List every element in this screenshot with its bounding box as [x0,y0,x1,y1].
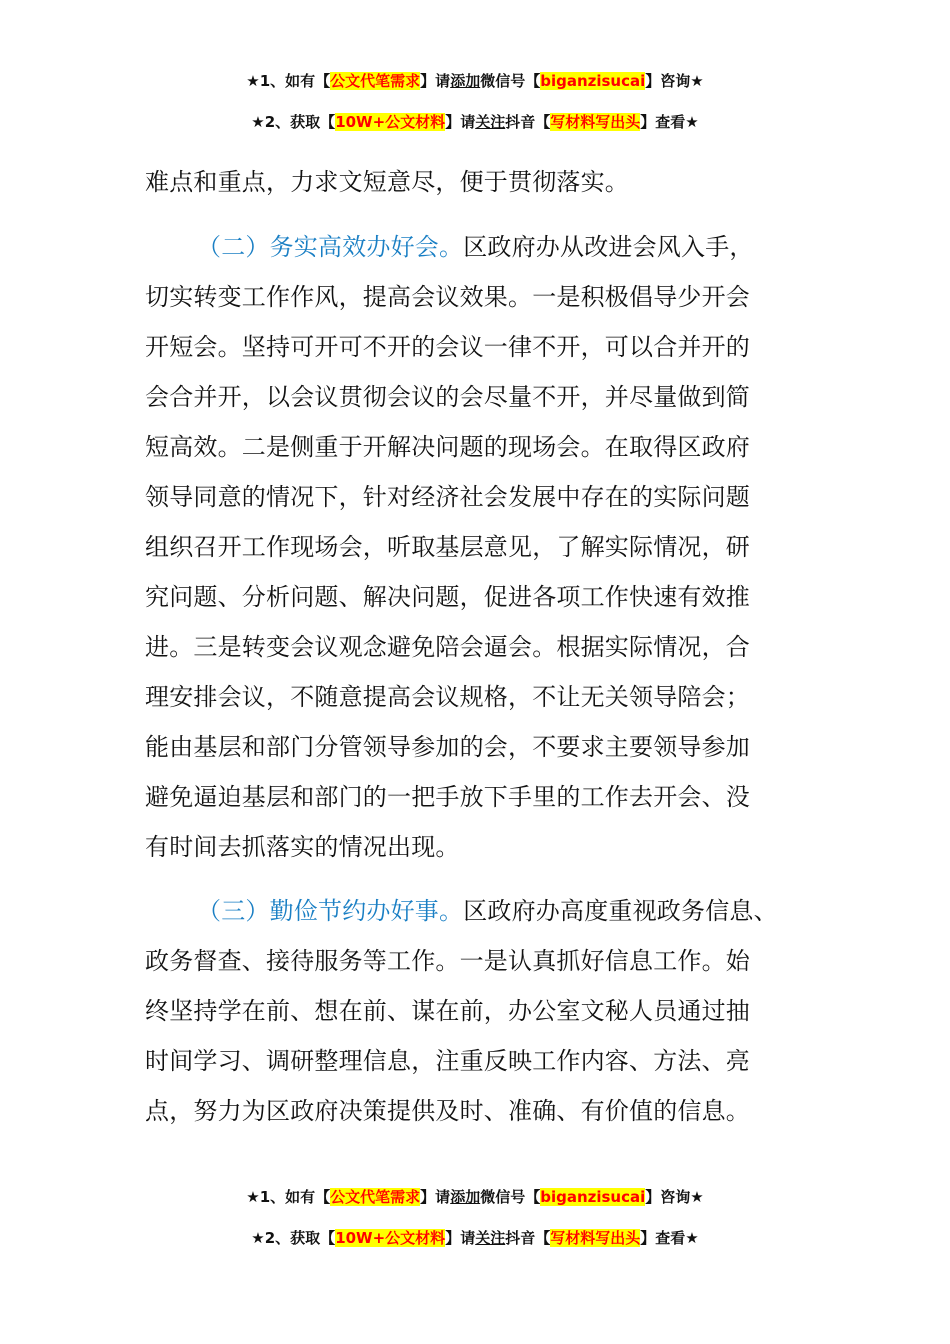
section-heading: （三）勤俭节约办好事。 [197,897,464,925]
banner-text: 】请 [420,72,451,90]
banner-underlined: 添加 [450,72,481,90]
body-line: 点，努力为区政府决策提供及时、准确、有价值的信息。 [145,1097,750,1125]
body-line: 难点和重点，力求文短意尽，便于贯彻落实。 [145,168,629,196]
section-three [145,886,810,1136]
section-heading: （二）务实高效办好会。 [197,233,464,261]
section-two [145,222,810,872]
banner-text: ★1、如有【 [246,72,331,90]
banner-text: 】查看★ [640,1229,699,1247]
banner-wechat-id: biganzisucai [540,1188,646,1206]
body-line: 能由基层和部门分管领导参加的会，不要求主要领导参加 [145,733,750,761]
banner-text: 抖音【 [505,113,551,131]
body-line: 开短会。坚持可开可不开的会议一律不开，可以合并开的 [145,333,750,361]
banner-text: ★2、获取【 [251,113,336,131]
header-banner-line-1 [0,70,950,92]
section-heading-line [145,886,810,936]
banner-text: 抖音【 [505,1229,551,1247]
banner-text: ★2、获取【 [251,1229,336,1247]
banner-underlined: 添加 [450,1188,481,1206]
footer-banner-line-1 [0,1186,950,1208]
banner-text: 微信号【 [480,1188,541,1206]
body-line: 终坚持学在前、想在前、谋在前，办公室文秘人员通过抽 [145,997,750,1025]
body-line: 理安排会议，不随意提高会议规格，不让无关领导陪会； [145,683,750,711]
banner-douyin-id: 写材料写出头 [550,113,641,131]
body-text-inline: 区政府办高度重视政务信息、 [463,897,778,925]
banner-underlined: 关注 [475,1229,506,1247]
document-body [145,157,810,207]
banner-highlight: 公文代笔需求 [330,72,421,90]
banner-text: ★1、如有【 [246,1188,331,1206]
body-line: 政务督查、接待服务等工作。一是认真抓好信息工作。始 [145,947,750,975]
banner-text: 微信号【 [480,72,541,90]
body-line: 时间学习、调研整理信息，注重反映工作内容、方法、亮 [145,1047,750,1075]
body-line: 进。三是转变会议观念避免陪会逼会。根据实际情况，合 [145,633,750,661]
section-heading-line [145,222,810,272]
body-line: 短高效。二是侧重于开解决问题的现场会。在取得区政府 [145,433,750,461]
banner-wechat-id: biganzisucai [540,72,646,90]
banner-highlight: 公文代笔需求 [330,1188,421,1206]
body-line: 切实转变工作作风，提高会议效果。一是积极倡导少开会 [145,283,750,311]
body-line: 究问题、分析问题、解决问题，促进各项工作快速有效推 [145,583,750,611]
body-line: 有时间去抓落实的情况出现。 [145,833,460,861]
banner-highlight: 10W+公文材料 [335,113,446,131]
body-line: 领导同意的情况下，针对经济社会发展中存在的实际问题 [145,483,750,511]
banner-text: 】请 [445,113,476,131]
body-line: 组织召开工作现场会，听取基层意见，了解实际情况，研 [145,533,750,561]
body-text-inline: 区政府办从改进会风入手， [463,233,754,261]
banner-underlined: 关注 [475,113,506,131]
banner-text: 】查看★ [640,113,699,131]
header-banner-line-2 [0,111,950,133]
body-line: 会合并开，以会议贯彻会议的会尽量不开，并尽量做到简 [145,383,750,411]
banner-text: 】请 [420,1188,451,1206]
banner-text: 】请 [445,1229,476,1247]
banner-text: 】咨询★ [645,72,704,90]
footer-banner-line-2 [0,1227,950,1249]
banner-highlight: 10W+公文材料 [335,1229,446,1247]
body-line: 避免逼迫基层和部门的一把手放下手里的工作去开会、没 [145,783,750,811]
banner-text: 】咨询★ [645,1188,704,1206]
banner-douyin-id: 写材料写出头 [550,1229,641,1247]
